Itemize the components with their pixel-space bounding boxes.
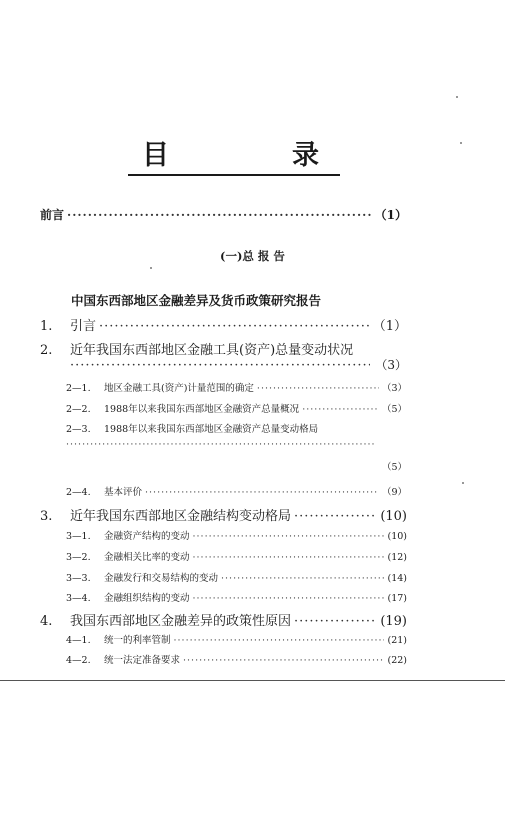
toc-entry[interactable] bbox=[66, 549, 407, 563]
leader-dots bbox=[294, 614, 377, 629]
toc-entry[interactable] bbox=[40, 610, 407, 629]
toc-entry-label: 地区金融工具(资产)计量范围的确定 bbox=[104, 383, 254, 394]
toc-entry-continuation bbox=[66, 439, 376, 450]
toc-entry-page: （3） bbox=[381, 383, 407, 394]
toc-entry-page: （1） bbox=[372, 319, 407, 334]
leader-dots bbox=[193, 552, 385, 563]
toc-entry-label: 金融发行和交易结构的变动 bbox=[104, 573, 219, 584]
toc-entry-label: 近年我国东西部地区金融结构变动格局 bbox=[70, 509, 292, 524]
toc-entry-number: 3—4. bbox=[66, 593, 91, 604]
leader-dots bbox=[99, 319, 370, 334]
toc-entry[interactable] bbox=[66, 570, 407, 584]
toc-entry[interactable] bbox=[40, 339, 407, 358]
toc-entry-label: 统一法定准备要求 bbox=[104, 655, 181, 666]
toc-entry-label: 金融相关比率的变动 bbox=[104, 552, 190, 563]
toc-entry[interactable] bbox=[40, 315, 407, 334]
toc-title-left: 目 bbox=[142, 140, 169, 171]
toc-entry-page: （5） bbox=[381, 404, 407, 415]
toc-entry-number: 2—3. bbox=[66, 424, 91, 435]
toc-entry-page: (10) bbox=[380, 509, 407, 524]
toc-entry-page: (22) bbox=[387, 655, 407, 666]
toc-entry-page: （9） bbox=[381, 487, 407, 498]
scan-speck bbox=[462, 482, 464, 484]
toc-entry-page: (21) bbox=[387, 635, 407, 646]
toc-entry-page: （1） bbox=[374, 208, 407, 222]
toc-entry-continuation-page bbox=[375, 356, 407, 373]
scan-speck bbox=[150, 267, 152, 269]
report-title: 中国东西部地区金融差异及货币政策研究报告 bbox=[71, 293, 322, 308]
leader-dots bbox=[257, 383, 379, 394]
section-heading: (一)总 报 告 bbox=[220, 249, 285, 263]
leader-dots bbox=[193, 531, 385, 542]
toc-entry[interactable] bbox=[40, 505, 407, 524]
toc-entry-number: 4—1. bbox=[66, 635, 91, 646]
bottom-rule bbox=[0, 680, 505, 681]
toc-entry-page: (17) bbox=[387, 593, 407, 604]
toc-entry-number: 2—4. bbox=[66, 487, 91, 498]
toc-entry-continuation-page bbox=[378, 459, 407, 473]
toc-entry-number: 2—2. bbox=[66, 404, 91, 415]
toc-entry-continuation bbox=[70, 358, 370, 373]
toc-entry[interactable] bbox=[66, 421, 407, 435]
toc-entry[interactable] bbox=[66, 380, 407, 394]
toc-entry-label: 基本评价 bbox=[104, 487, 143, 498]
toc-entry-number: 1. bbox=[40, 319, 53, 334]
toc-entry-number: 3—2. bbox=[66, 552, 91, 563]
toc-entry-number: 4. bbox=[40, 614, 53, 629]
scan-speck bbox=[456, 96, 458, 98]
toc-entry-label: 近年我国东西部地区金融工具(资产)总量变动状况 bbox=[70, 343, 354, 358]
toc-entry-label: 1988年以来我国东西部地区金融资产总量变动格局 bbox=[104, 424, 319, 435]
toc-title bbox=[128, 140, 340, 180]
leader-dots bbox=[294, 509, 377, 524]
toc-entry[interactable] bbox=[66, 401, 407, 415]
toc-entry-number: 3—3. bbox=[66, 573, 91, 584]
toc-entry-label: 金融资产结构的变动 bbox=[104, 531, 190, 542]
toc-entry-page: (14) bbox=[387, 573, 407, 584]
leader-dots bbox=[183, 655, 384, 666]
leader-dots bbox=[193, 593, 385, 604]
toc-entry-number: 4—2. bbox=[66, 655, 91, 666]
toc-title-right: 录 bbox=[292, 140, 319, 171]
toc-entry-label: 1988年以来我国东西部地区金融资产总量概况 bbox=[104, 404, 300, 415]
toc-entry-page: (10) bbox=[387, 531, 407, 542]
toc-entry-preface[interactable] bbox=[40, 206, 407, 223]
toc-entry-number: 3. bbox=[40, 509, 53, 524]
leader-dots bbox=[221, 573, 384, 584]
toc-entry[interactable] bbox=[66, 590, 407, 604]
leader-dots bbox=[174, 635, 385, 646]
toc-entry-page: （3） bbox=[375, 358, 407, 372]
toc-entry-number: 3—1. bbox=[66, 531, 91, 542]
toc-entry-number: 2. bbox=[40, 343, 53, 358]
toc-entry-label: 我国东西部地区金融差异的政策性原因 bbox=[70, 614, 292, 629]
toc-entry-page: (19) bbox=[380, 614, 407, 629]
toc-entry-label: 统一的利率管制 bbox=[104, 635, 171, 646]
toc-entry-label: 引言 bbox=[70, 319, 97, 334]
leader-dots bbox=[302, 404, 379, 415]
toc-entry-label: 金融组织结构的变动 bbox=[104, 593, 190, 604]
scan-speck bbox=[460, 142, 462, 144]
toc-entry-page: (12) bbox=[387, 552, 407, 563]
toc-entry[interactable] bbox=[66, 528, 407, 542]
toc-entry[interactable] bbox=[66, 632, 407, 646]
toc-entry-number: 2—1. bbox=[66, 383, 91, 394]
leader-dots bbox=[70, 358, 370, 373]
leader-dots bbox=[67, 208, 372, 222]
toc-entry[interactable] bbox=[66, 484, 407, 498]
toc-entry-label: 前言 bbox=[40, 208, 65, 222]
leader-dots bbox=[66, 439, 376, 450]
title-underline bbox=[128, 174, 340, 176]
leader-dots bbox=[145, 487, 379, 498]
toc-entry-page: （5） bbox=[381, 462, 407, 473]
toc-entry[interactable] bbox=[66, 652, 407, 666]
